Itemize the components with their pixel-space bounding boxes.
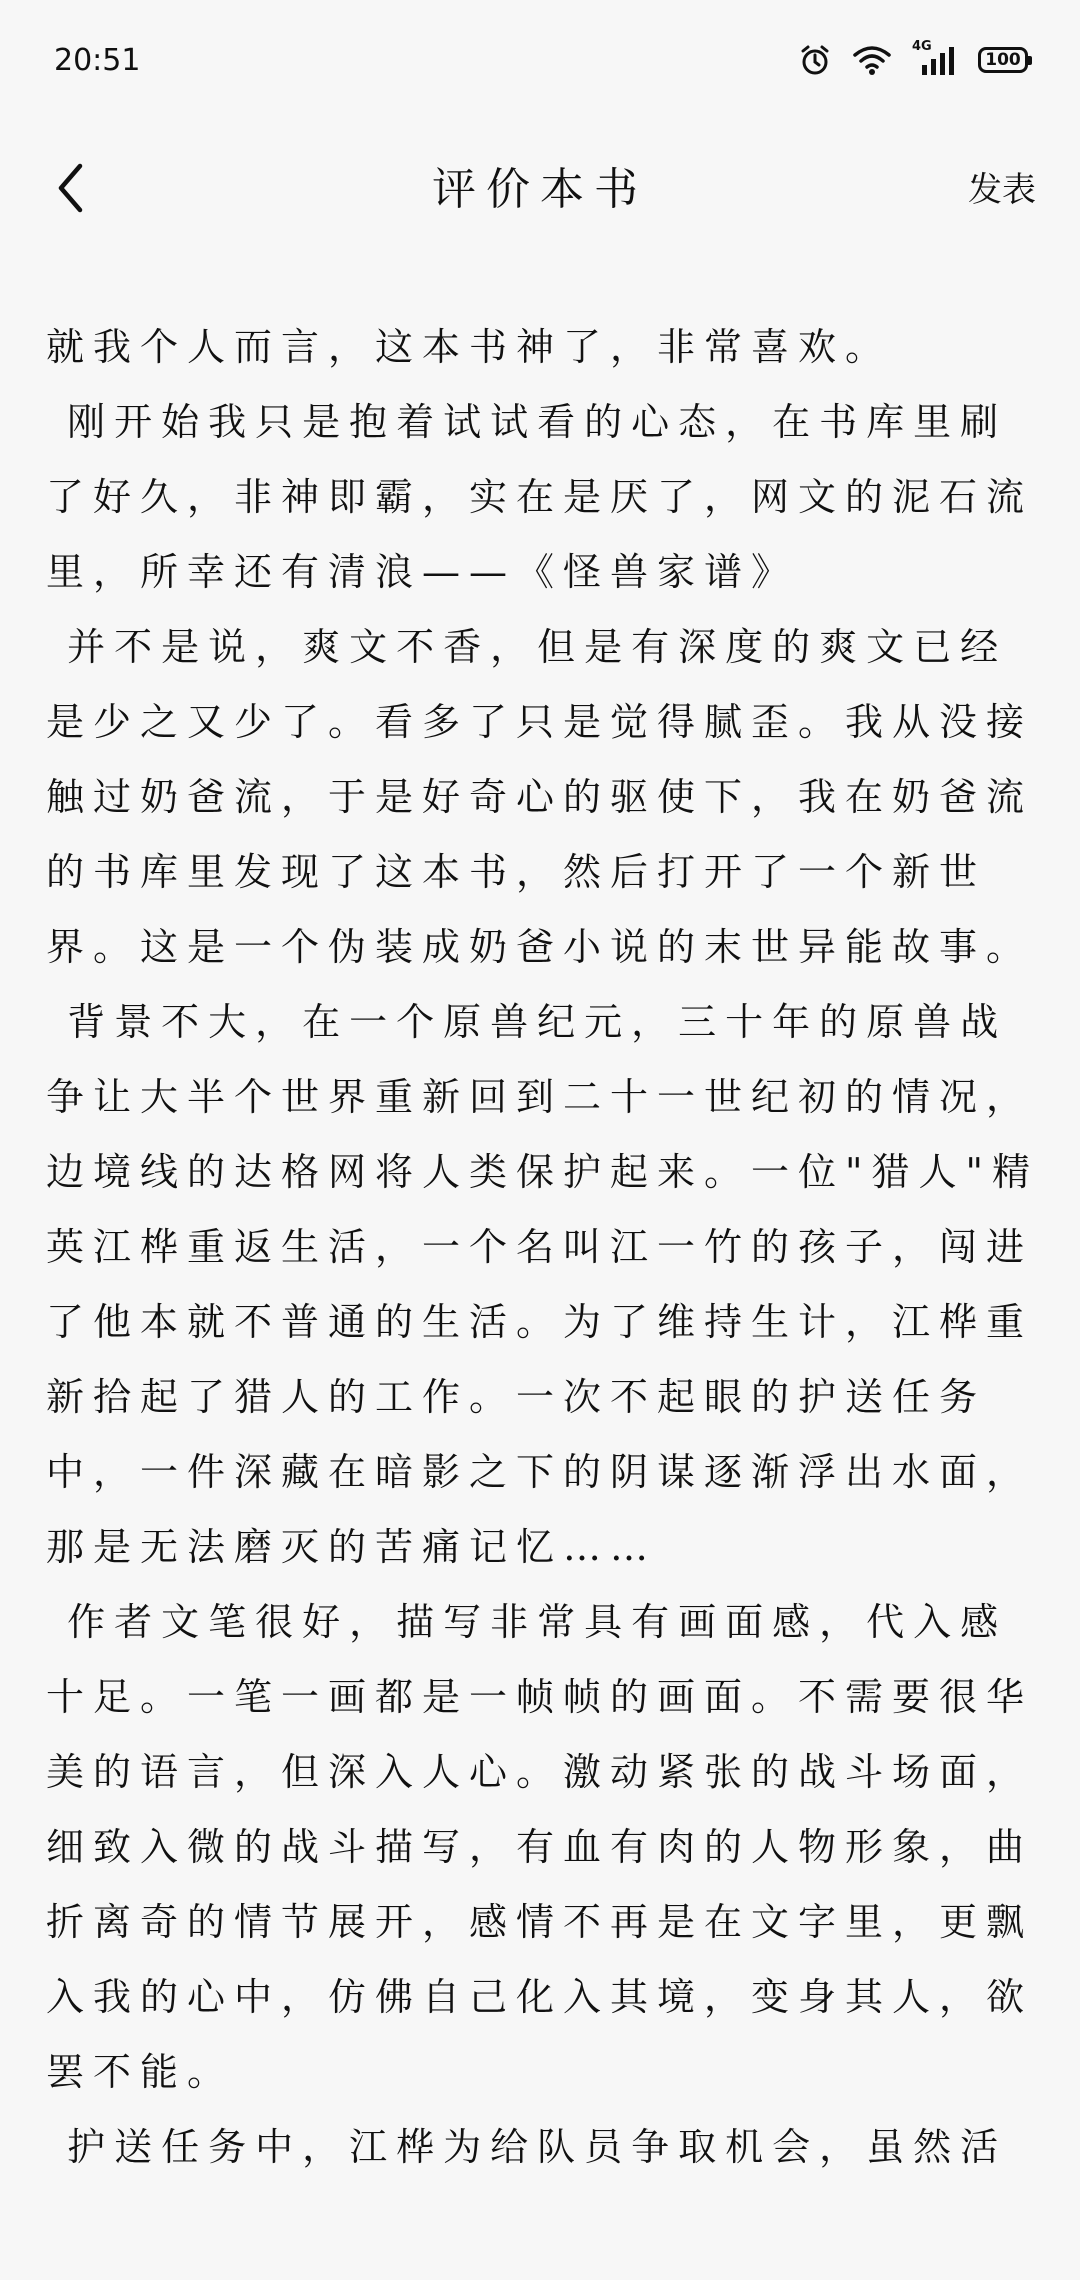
alarm-icon — [798, 43, 832, 77]
app-header — [0, 120, 1080, 260]
status-bar — [0, 0, 1080, 120]
status-time: 20:51 — [54, 42, 141, 78]
status-icons — [798, 39, 1028, 77]
page-title: 评价本书 — [432, 164, 648, 215]
network-type-label: 4G — [912, 39, 932, 54]
signal-icon — [912, 39, 958, 77]
wifi-icon — [852, 44, 892, 76]
review-text-area[interactable] — [0, 260, 1080, 2280]
battery-icon — [978, 47, 1028, 73]
review-text[interactable]: 就我个人而言，这本书神了，非常喜欢。 刚开始我只是抱着试试看的心态，在书库里刷了好久，非神即霸，实在是厌了，网文的泥石流里，所幸还有清浪——《怪兽家谱》 并不是说，爽文不香，但是有深度的爽文已经是少之又少了。看多了只是觉得腻歪。我从没接触过奶爸流，于是好奇心的驱使下，我在奶爸流的书库里发现了这本书，然后打开了一个新世界。这是一个伪装成奶爸小说的末世异能故事。 背景不大，在一个原兽纪元，三十年的原兽战争让大半个世界重新回到二十一世纪初的情况，边境线的达格网将人类保护起来。一位"猎人"精英江桦重返生活，一个名叫江一竹的孩子，闯进了他本就不普通的生活。为了维持生计，江桦重新拾起了猎人的工作。一次不起眼的护送任务中，一件深藏在暗影之下的阴谋逐渐浮出水面，那是无法磨灭的苦痛记忆…… 作者文笔很好，描写非常具有画面感，代入感十足。一笔一画都是一帧帧的画面。不需要很华美的语言，但深入人心。激动紧张的战斗场面，细致入微的战斗描写，有血有肉的人物形象，曲折离奇的情节展开，感情不再是在文字里，更飘入我的心中，仿佛自己化入其境，变身其人，欲罢不能。 护送任务中，江桦为给队员争取机会，虽然活 — [46, 325, 1039, 2169]
publish-button[interactable]: 发表 — [968, 170, 1036, 210]
battery-level: 100 — [985, 50, 1021, 70]
